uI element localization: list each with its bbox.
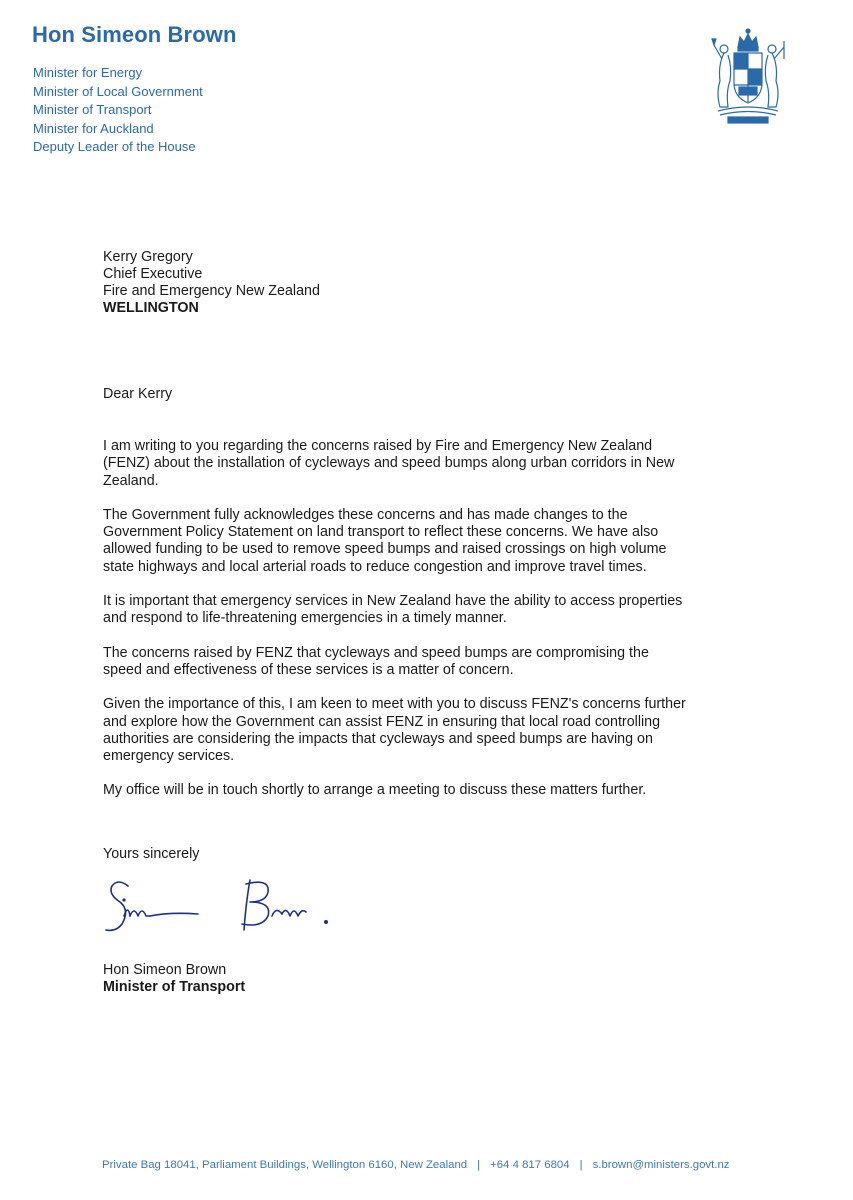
footer-separator: | <box>477 1159 481 1171</box>
portfolio-item: Minister of Local Government <box>33 83 203 99</box>
portfolio-item: Minister of Transport <box>33 102 152 118</box>
letter-body <box>103 438 743 800</box>
footer-phone: +64 4 817 6804 <box>490 1159 570 1171</box>
body-paragraph: It is important that emergency services in New Zealand have the ability to access properties and respond to life-threatening emergencies in a timely manner. <box>103 593 683 627</box>
recipient-title: Chief Executive <box>103 266 203 282</box>
portfolio-item: Minister for Energy <box>33 65 143 80</box>
footer-address: Private Bag 18041, Parliament Buildings, Wellington 6160, New Zealand <box>102 1159 468 1171</box>
portfolio-item: Deputy Leader of the House <box>33 139 196 155</box>
recipient-address <box>103 249 320 317</box>
letterhead-name: Hon Simeon Brown <box>32 22 237 47</box>
salutation: Dear Kerry <box>103 386 173 402</box>
portfolio-list <box>33 64 203 157</box>
new-zealand-coat-of-arms-icon <box>706 25 790 127</box>
handwritten-signature <box>100 872 340 940</box>
portfolio-item: Minister for Auckland <box>33 120 154 136</box>
recipient-organisation: Fire and Emergency New Zealand <box>103 283 320 299</box>
recipient-city: WELLINGTON <box>103 300 199 316</box>
signoff <box>103 962 245 996</box>
footer-email: s.brown@ministers.govt.nz <box>592 1159 730 1171</box>
footer-separator: | <box>579 1159 583 1171</box>
body-paragraph: Given the importance of this, I am keen to meet with you to discuss FENZ's concerns further and explore how the Government can assist FENZ in ensuring that local road controlling authorities are considering the impacts that cycleways and speed bumps are having on emergency services. <box>103 696 686 765</box>
footer-contact <box>102 1159 729 1171</box>
body-paragraph: I am writing to you regarding the concerns raised by Fire and Emergency New Zealand (FENZ) about the installation of cycleways and speed bumps along urban corridors in New Zealand. <box>103 438 675 489</box>
signoff-name: Hon Simeon Brown <box>103 962 227 978</box>
body-paragraph: The concerns raised by FENZ that cycleways and speed bumps are compromising the speed and effectiveness of these services is a matter of concern. <box>103 644 649 678</box>
closing: Yours sincerely <box>103 846 200 862</box>
body-paragraph: My office will be in touch shortly to arrange a meeting to discuss these matters further. <box>103 782 647 799</box>
signoff-title: Minister of Transport <box>103 979 246 995</box>
body-paragraph: The Government fully acknowledges these concerns and has made changes to the Government Policy Statement on land transport to reflect these concerns. We have also allowed funding to be used to remove speed bumps and raised crossings on high volume state highways and local arterial roads to reduce congestion and improve travel times. <box>103 506 667 575</box>
recipient-name: Kerry Gregory <box>103 249 193 265</box>
